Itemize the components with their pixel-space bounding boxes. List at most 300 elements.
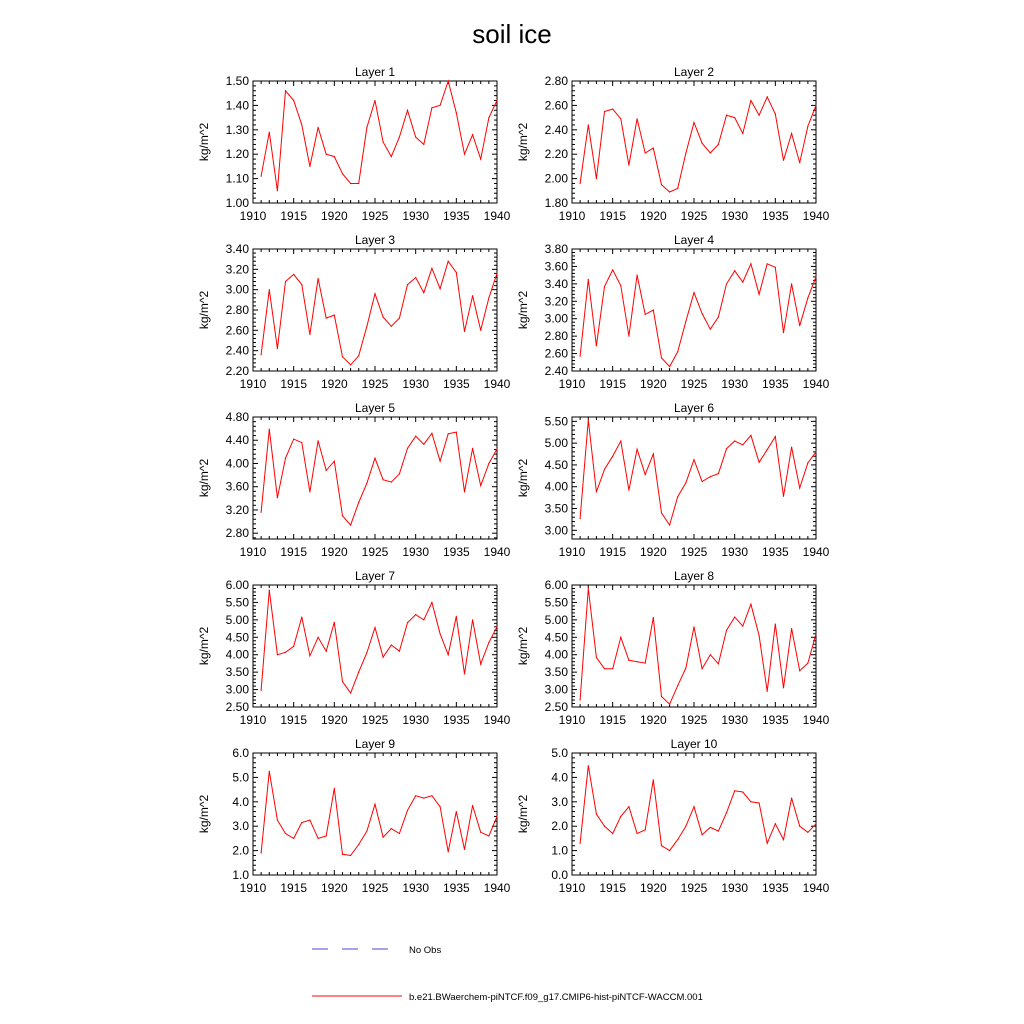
data-point (596, 345, 597, 346)
data-point (317, 127, 318, 128)
data-point (374, 100, 375, 101)
x-tick-label: 1940 (802, 377, 830, 391)
data-point (456, 616, 457, 617)
data-point (653, 453, 654, 454)
data-point (734, 616, 735, 617)
data-point (669, 191, 670, 192)
y-tick-label: 4.00 (225, 456, 249, 471)
y-tick-label: 3.00 (225, 282, 249, 297)
data-point (269, 429, 270, 430)
data-point (488, 835, 489, 836)
data-point (767, 96, 768, 97)
data-point (620, 637, 621, 638)
y-tick-label: 3.20 (225, 262, 249, 277)
data-point (285, 652, 286, 653)
y-tick-label: 2.40 (544, 122, 568, 137)
data-point (301, 616, 302, 617)
x-tick-label: 1920 (639, 545, 667, 559)
panel-title: Layer 4 (673, 233, 715, 247)
data-point (334, 788, 335, 789)
x-tick-label: 1935 (761, 377, 789, 391)
x-tick-label: 1910 (558, 881, 586, 895)
x-tick-label: 1925 (680, 377, 708, 391)
data-point (301, 124, 302, 125)
x-tick-label: 1940 (802, 713, 830, 727)
data-point (464, 849, 465, 850)
x-tick-label: 1935 (442, 881, 470, 895)
plot-frame (572, 753, 816, 875)
data-point (718, 663, 719, 664)
data-point (783, 160, 784, 161)
legend-model-label: b.e21.BWaerchem-piNTCF.f09_g17.CMIP6-hist-piNTCF-WACCM.001 (409, 992, 703, 1003)
data-point (399, 833, 400, 834)
data-point (767, 449, 768, 450)
data-point (767, 263, 768, 264)
data-point (588, 588, 589, 589)
data-point (317, 440, 318, 441)
data-point (807, 832, 808, 833)
y-tick-label: 2.0 (551, 819, 568, 834)
data-point (799, 162, 800, 163)
x-tick-label: 1935 (442, 713, 470, 727)
data-point (415, 277, 416, 278)
y-tick-label: 5.00 (544, 436, 568, 451)
data-point (661, 696, 662, 697)
x-tick-label: 1915 (599, 881, 627, 895)
data-point (677, 188, 678, 189)
y-tick-label: 2.80 (225, 303, 249, 317)
data-point (326, 318, 327, 319)
data-point (742, 282, 743, 283)
x-tick-label: 1920 (320, 545, 348, 559)
y-tick-label: 1.20 (225, 147, 249, 162)
y-tick-label: 1.0 (232, 868, 249, 882)
data-point (407, 110, 408, 111)
data-point (710, 476, 711, 477)
data-point (334, 314, 335, 315)
y-tick-label: 2.80 (225, 526, 249, 541)
data-point (342, 681, 343, 682)
data-point (407, 448, 408, 449)
plot-frame (253, 81, 497, 203)
y-axis-label: kg/m^2 (197, 122, 211, 162)
data-point (399, 651, 400, 652)
data-point (775, 436, 776, 437)
data-point (269, 132, 270, 133)
data-point (309, 491, 310, 492)
x-tick-label: 1915 (599, 209, 627, 223)
data-point (693, 292, 694, 293)
data-point (799, 670, 800, 671)
plot-frame (572, 585, 816, 707)
data-point (775, 267, 776, 268)
panel-title: Layer 6 (673, 401, 715, 415)
series-line (580, 97, 816, 192)
data-point (391, 326, 392, 327)
data-point (750, 801, 751, 802)
data-point (628, 806, 629, 807)
data-point (710, 827, 711, 828)
data-point (620, 285, 621, 286)
x-tick-label: 1930 (402, 545, 430, 559)
data-point (677, 496, 678, 497)
data-point (669, 524, 670, 525)
data-point (710, 654, 711, 655)
data-point (726, 812, 727, 813)
data-point (415, 137, 416, 138)
panel-layer-4 (516, 233, 830, 391)
data-point (293, 100, 294, 101)
x-tick-label: 1935 (761, 713, 789, 727)
x-tick-label: 1925 (680, 545, 708, 559)
panel-title: Layer 5 (354, 401, 396, 415)
data-point (718, 316, 719, 317)
data-point (734, 440, 735, 441)
y-tick-label: 6.0 (232, 746, 249, 760)
data-point (439, 461, 440, 462)
data-point (423, 444, 424, 445)
data-point (480, 330, 481, 331)
data-point (342, 854, 343, 855)
data-point (596, 813, 597, 814)
data-point (807, 297, 808, 298)
x-tick-label: 1940 (483, 713, 511, 727)
data-point (767, 691, 768, 692)
data-point (710, 329, 711, 330)
x-tick-label: 1915 (599, 545, 627, 559)
data-point (342, 356, 343, 357)
y-tick-label: 1.00 (225, 196, 249, 210)
data-point (448, 433, 449, 434)
x-tick-label: 1920 (639, 881, 667, 895)
x-tick-label: 1935 (442, 377, 470, 391)
data-point (734, 790, 735, 791)
data-point (661, 845, 662, 846)
data-point (448, 80, 449, 81)
data-point (261, 690, 262, 691)
data-point (366, 326, 367, 327)
data-point (309, 820, 310, 821)
data-point (391, 156, 392, 157)
y-tick-label: 4.80 (225, 410, 249, 424)
data-point (612, 269, 613, 270)
data-point (815, 451, 816, 452)
data-point (309, 334, 310, 335)
x-tick-label: 1910 (558, 377, 586, 391)
y-tick-label: 5.50 (225, 595, 249, 610)
data-point (791, 628, 792, 629)
data-point (383, 317, 384, 318)
data-point (407, 810, 408, 811)
data-point (612, 456, 613, 457)
y-tick-label: 2.60 (544, 98, 568, 113)
data-point (580, 699, 581, 700)
data-point (423, 292, 424, 293)
panel-title: Layer 10 (670, 737, 718, 751)
y-tick-label: 2.60 (544, 346, 568, 361)
data-point (783, 332, 784, 333)
data-point (596, 491, 597, 492)
x-tick-label: 1910 (239, 881, 267, 895)
data-point (261, 354, 262, 355)
x-tick-label: 1925 (361, 377, 389, 391)
data-point (588, 279, 589, 280)
data-point (815, 823, 816, 824)
data-point (758, 802, 759, 803)
series-line (580, 420, 816, 525)
x-tick-label: 1940 (802, 209, 830, 223)
data-point (496, 626, 497, 627)
data-point (677, 839, 678, 840)
data-point (317, 278, 318, 279)
data-point (399, 473, 400, 474)
data-point (496, 100, 497, 101)
data-point (326, 835, 327, 836)
data-point (350, 855, 351, 856)
data-point (448, 261, 449, 262)
x-tick-label: 1915 (599, 377, 627, 391)
panel-layer-8 (516, 569, 830, 727)
data-point (464, 491, 465, 492)
data-point (750, 100, 751, 101)
data-point (488, 297, 489, 298)
y-tick-label: 2.50 (544, 700, 568, 714)
data-point (293, 646, 294, 647)
y-tick-label: 5.50 (544, 414, 568, 429)
data-point (423, 619, 424, 620)
x-tick-label: 1915 (280, 713, 308, 727)
y-axis-label: kg/m^2 (516, 122, 530, 162)
data-point (366, 830, 367, 831)
panel-title: Layer 3 (354, 233, 396, 247)
data-point (734, 117, 735, 118)
x-tick-label: 1930 (402, 881, 430, 895)
y-tick-label: 3.50 (544, 501, 568, 516)
data-point (431, 795, 432, 796)
series-line (261, 81, 497, 191)
data-point (326, 470, 327, 471)
data-point (702, 668, 703, 669)
x-tick-label: 1935 (761, 209, 789, 223)
data-point (807, 126, 808, 127)
data-point (636, 833, 637, 834)
data-point (488, 117, 489, 118)
data-point (661, 512, 662, 513)
data-point (293, 274, 294, 275)
data-point (685, 826, 686, 827)
data-point (742, 791, 743, 792)
data-point (309, 655, 310, 656)
panels-grid (197, 65, 830, 895)
data-point (750, 435, 751, 436)
data-point (702, 143, 703, 144)
data-point (496, 273, 497, 274)
data-point (653, 617, 654, 618)
data-point (791, 283, 792, 284)
data-point (277, 497, 278, 498)
data-point (693, 806, 694, 807)
data-point (261, 176, 262, 177)
data-point (342, 515, 343, 516)
data-point (693, 122, 694, 123)
data-point (758, 462, 759, 463)
y-tick-label: 3.00 (544, 682, 568, 697)
plot-frame (253, 417, 497, 539)
x-tick-label: 1925 (680, 209, 708, 223)
data-point (439, 806, 440, 807)
data-point (431, 602, 432, 603)
data-point (285, 458, 286, 459)
x-tick-label: 1910 (239, 377, 267, 391)
data-point (448, 654, 449, 655)
y-tick-label: 1.40 (225, 98, 249, 113)
y-axis-label: kg/m^2 (516, 458, 530, 498)
data-point (358, 502, 359, 503)
data-point (588, 419, 589, 420)
data-point (653, 779, 654, 780)
x-tick-label: 1930 (721, 713, 749, 727)
data-point (653, 148, 654, 149)
data-point (620, 440, 621, 441)
series-line (261, 590, 497, 693)
y-tick-label: 5.00 (544, 612, 568, 627)
data-point (783, 687, 784, 688)
data-point (407, 284, 408, 285)
data-point (677, 351, 678, 352)
data-point (431, 268, 432, 269)
x-tick-label: 1935 (442, 209, 470, 223)
data-point (285, 281, 286, 282)
x-tick-label: 1920 (639, 209, 667, 223)
x-tick-label: 1940 (802, 545, 830, 559)
data-point (350, 692, 351, 693)
figure-title: soil ice (472, 19, 552, 49)
x-tick-label: 1940 (483, 545, 511, 559)
data-point (391, 481, 392, 482)
data-point (726, 630, 727, 631)
x-tick-label: 1910 (239, 209, 267, 223)
y-tick-label: 3.40 (544, 276, 568, 291)
y-axis-label: kg/m^2 (197, 290, 211, 330)
data-point (350, 524, 351, 525)
x-tick-label: 1920 (639, 713, 667, 727)
data-point (342, 173, 343, 174)
data-point (612, 108, 613, 109)
legend-obs-label: No Obs (409, 945, 442, 956)
panel-layer-6 (516, 401, 830, 559)
data-point (366, 652, 367, 653)
series-line (261, 771, 497, 855)
y-tick-label: 1.50 (225, 74, 249, 88)
data-point (391, 828, 392, 829)
data-point (807, 462, 808, 463)
x-tick-label: 1910 (558, 209, 586, 223)
data-point (636, 449, 637, 450)
x-tick-label: 1910 (558, 545, 586, 559)
x-tick-label: 1925 (680, 713, 708, 727)
y-tick-label: 3.60 (544, 259, 568, 274)
data-point (383, 657, 384, 658)
data-point (480, 664, 481, 665)
x-tick-label: 1910 (558, 713, 586, 727)
data-point (636, 275, 637, 276)
y-tick-label: 4.40 (225, 433, 249, 448)
y-tick-label: 3.0 (551, 794, 568, 809)
data-point (350, 364, 351, 365)
data-point (472, 448, 473, 449)
panel-title: Layer 9 (354, 737, 396, 751)
y-tick-label: 2.20 (544, 147, 568, 162)
data-point (636, 661, 637, 662)
data-point (783, 839, 784, 840)
x-tick-label: 1915 (280, 545, 308, 559)
x-tick-label: 1940 (802, 881, 830, 895)
x-tick-label: 1935 (442, 545, 470, 559)
data-point (604, 469, 605, 470)
data-point (326, 651, 327, 652)
x-tick-label: 1930 (402, 713, 430, 727)
data-point (726, 115, 727, 116)
data-point (277, 820, 278, 821)
x-tick-label: 1915 (280, 377, 308, 391)
data-point (301, 442, 302, 443)
x-tick-label: 1920 (639, 377, 667, 391)
data-point (799, 826, 800, 827)
x-tick-label: 1910 (239, 713, 267, 727)
data-point (366, 483, 367, 484)
data-point (685, 482, 686, 483)
panel-layer-9 (197, 737, 511, 895)
data-point (472, 805, 473, 806)
y-tick-label: 5.50 (544, 595, 568, 610)
data-point (391, 644, 392, 645)
y-axis-label: kg/m^2 (516, 290, 530, 330)
data-point (293, 838, 294, 839)
y-tick-label: 4.00 (225, 647, 249, 662)
panel-layer-7 (197, 569, 511, 727)
data-point (758, 115, 759, 116)
data-point (358, 844, 359, 845)
y-tick-label: 2.40 (544, 364, 568, 378)
y-tick-label: 2.80 (544, 329, 568, 344)
y-tick-label: 5.00 (225, 612, 249, 627)
data-point (374, 804, 375, 805)
data-point (374, 293, 375, 294)
data-point (301, 284, 302, 285)
data-point (702, 313, 703, 314)
panel-layer-1 (197, 65, 511, 223)
x-tick-label: 1920 (320, 713, 348, 727)
data-point (285, 90, 286, 91)
y-tick-label: 3.20 (225, 502, 249, 517)
x-tick-label: 1940 (483, 209, 511, 223)
data-point (277, 654, 278, 655)
y-axis-label: kg/m^2 (516, 626, 530, 666)
data-point (612, 833, 613, 834)
data-point (604, 286, 605, 287)
panel-layer-2 (516, 65, 830, 223)
data-point (685, 152, 686, 153)
data-point (480, 158, 481, 159)
x-tick-label: 1925 (361, 713, 389, 727)
data-point (588, 124, 589, 125)
data-point (734, 270, 735, 271)
data-point (661, 184, 662, 185)
data-point (431, 433, 432, 434)
data-point (448, 851, 449, 852)
panel-title: Layer 1 (354, 65, 396, 79)
y-tick-label: 3.50 (544, 665, 568, 680)
